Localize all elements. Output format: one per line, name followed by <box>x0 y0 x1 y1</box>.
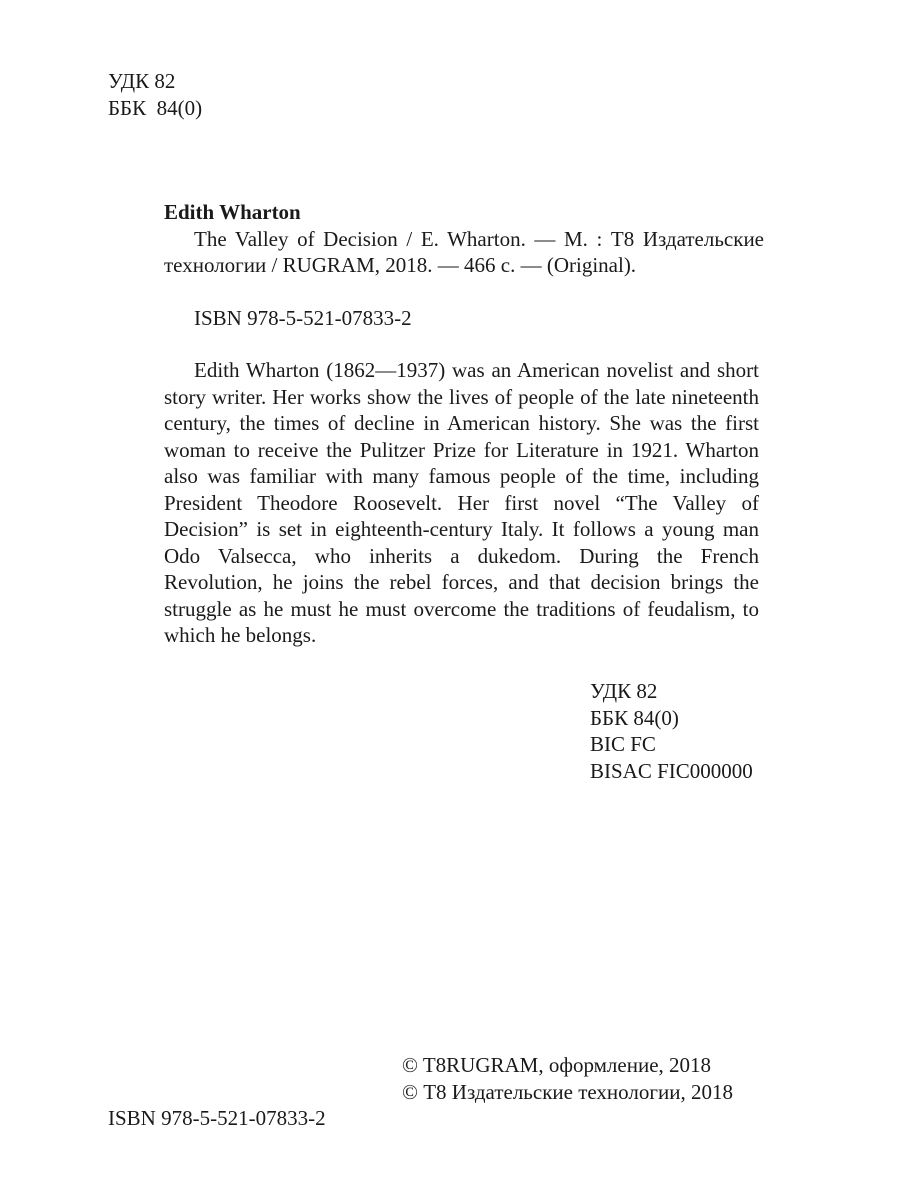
classification-block <box>590 678 753 784</box>
copyright-publisher: © Т8 Издательские технологии, 2018 <box>402 1079 733 1104</box>
bibliographic-entry: The Valley of Decision / E. Wharton. — М. : T8 Издательские технологии / RUGRAM, 2018. — 466 с. — (Original). <box>164 226 764 277</box>
catalog-record <box>164 199 764 331</box>
udk-code-secondary: УДК 82 <box>590 679 658 703</box>
bbk-code: ББК 84(0) <box>108 95 203 120</box>
udk-code: УДК 82 <box>108 69 176 93</box>
copyright-design: © T8RUGRAM, оформление, 2018 <box>402 1053 712 1077</box>
bisac-code: BISAC FIC000000 <box>590 758 753 783</box>
bbk-code-secondary: ББК 84(0) <box>590 705 679 730</box>
bottom-isbn: ISBN 978-5-521-07833-2 <box>108 1106 326 1130</box>
author-name: Edith Wharton <box>164 200 301 224</box>
bic-code: BIC FC <box>590 732 656 756</box>
catalog-isbn: ISBN 978-5-521-07833-2 <box>194 305 412 330</box>
copyright-block <box>402 1052 733 1105</box>
top-classification-codes <box>108 68 202 121</box>
annotation-paragraph: Edith Wharton (1862—1937) was an American novelist and short story writer. Her works show the lives of people of the late nineteenth century, the times of decline in American history. She was the first woman to receive the Pulitzer Prize for Literature in 1921. Wharton also was familiar with many famous people of the time, including President Theodore Roosevelt. Her first novel “The Valley of Decision” is set in eighteenth-century Italy. It follows a young man Odo Valsecca, who inherits a dukedom. During the French Revolution, he joins the rebel forces, and that decision brings the struggle as he must he must overcome the traditions of feudalism, to which he belongs. <box>164 358 759 647</box>
